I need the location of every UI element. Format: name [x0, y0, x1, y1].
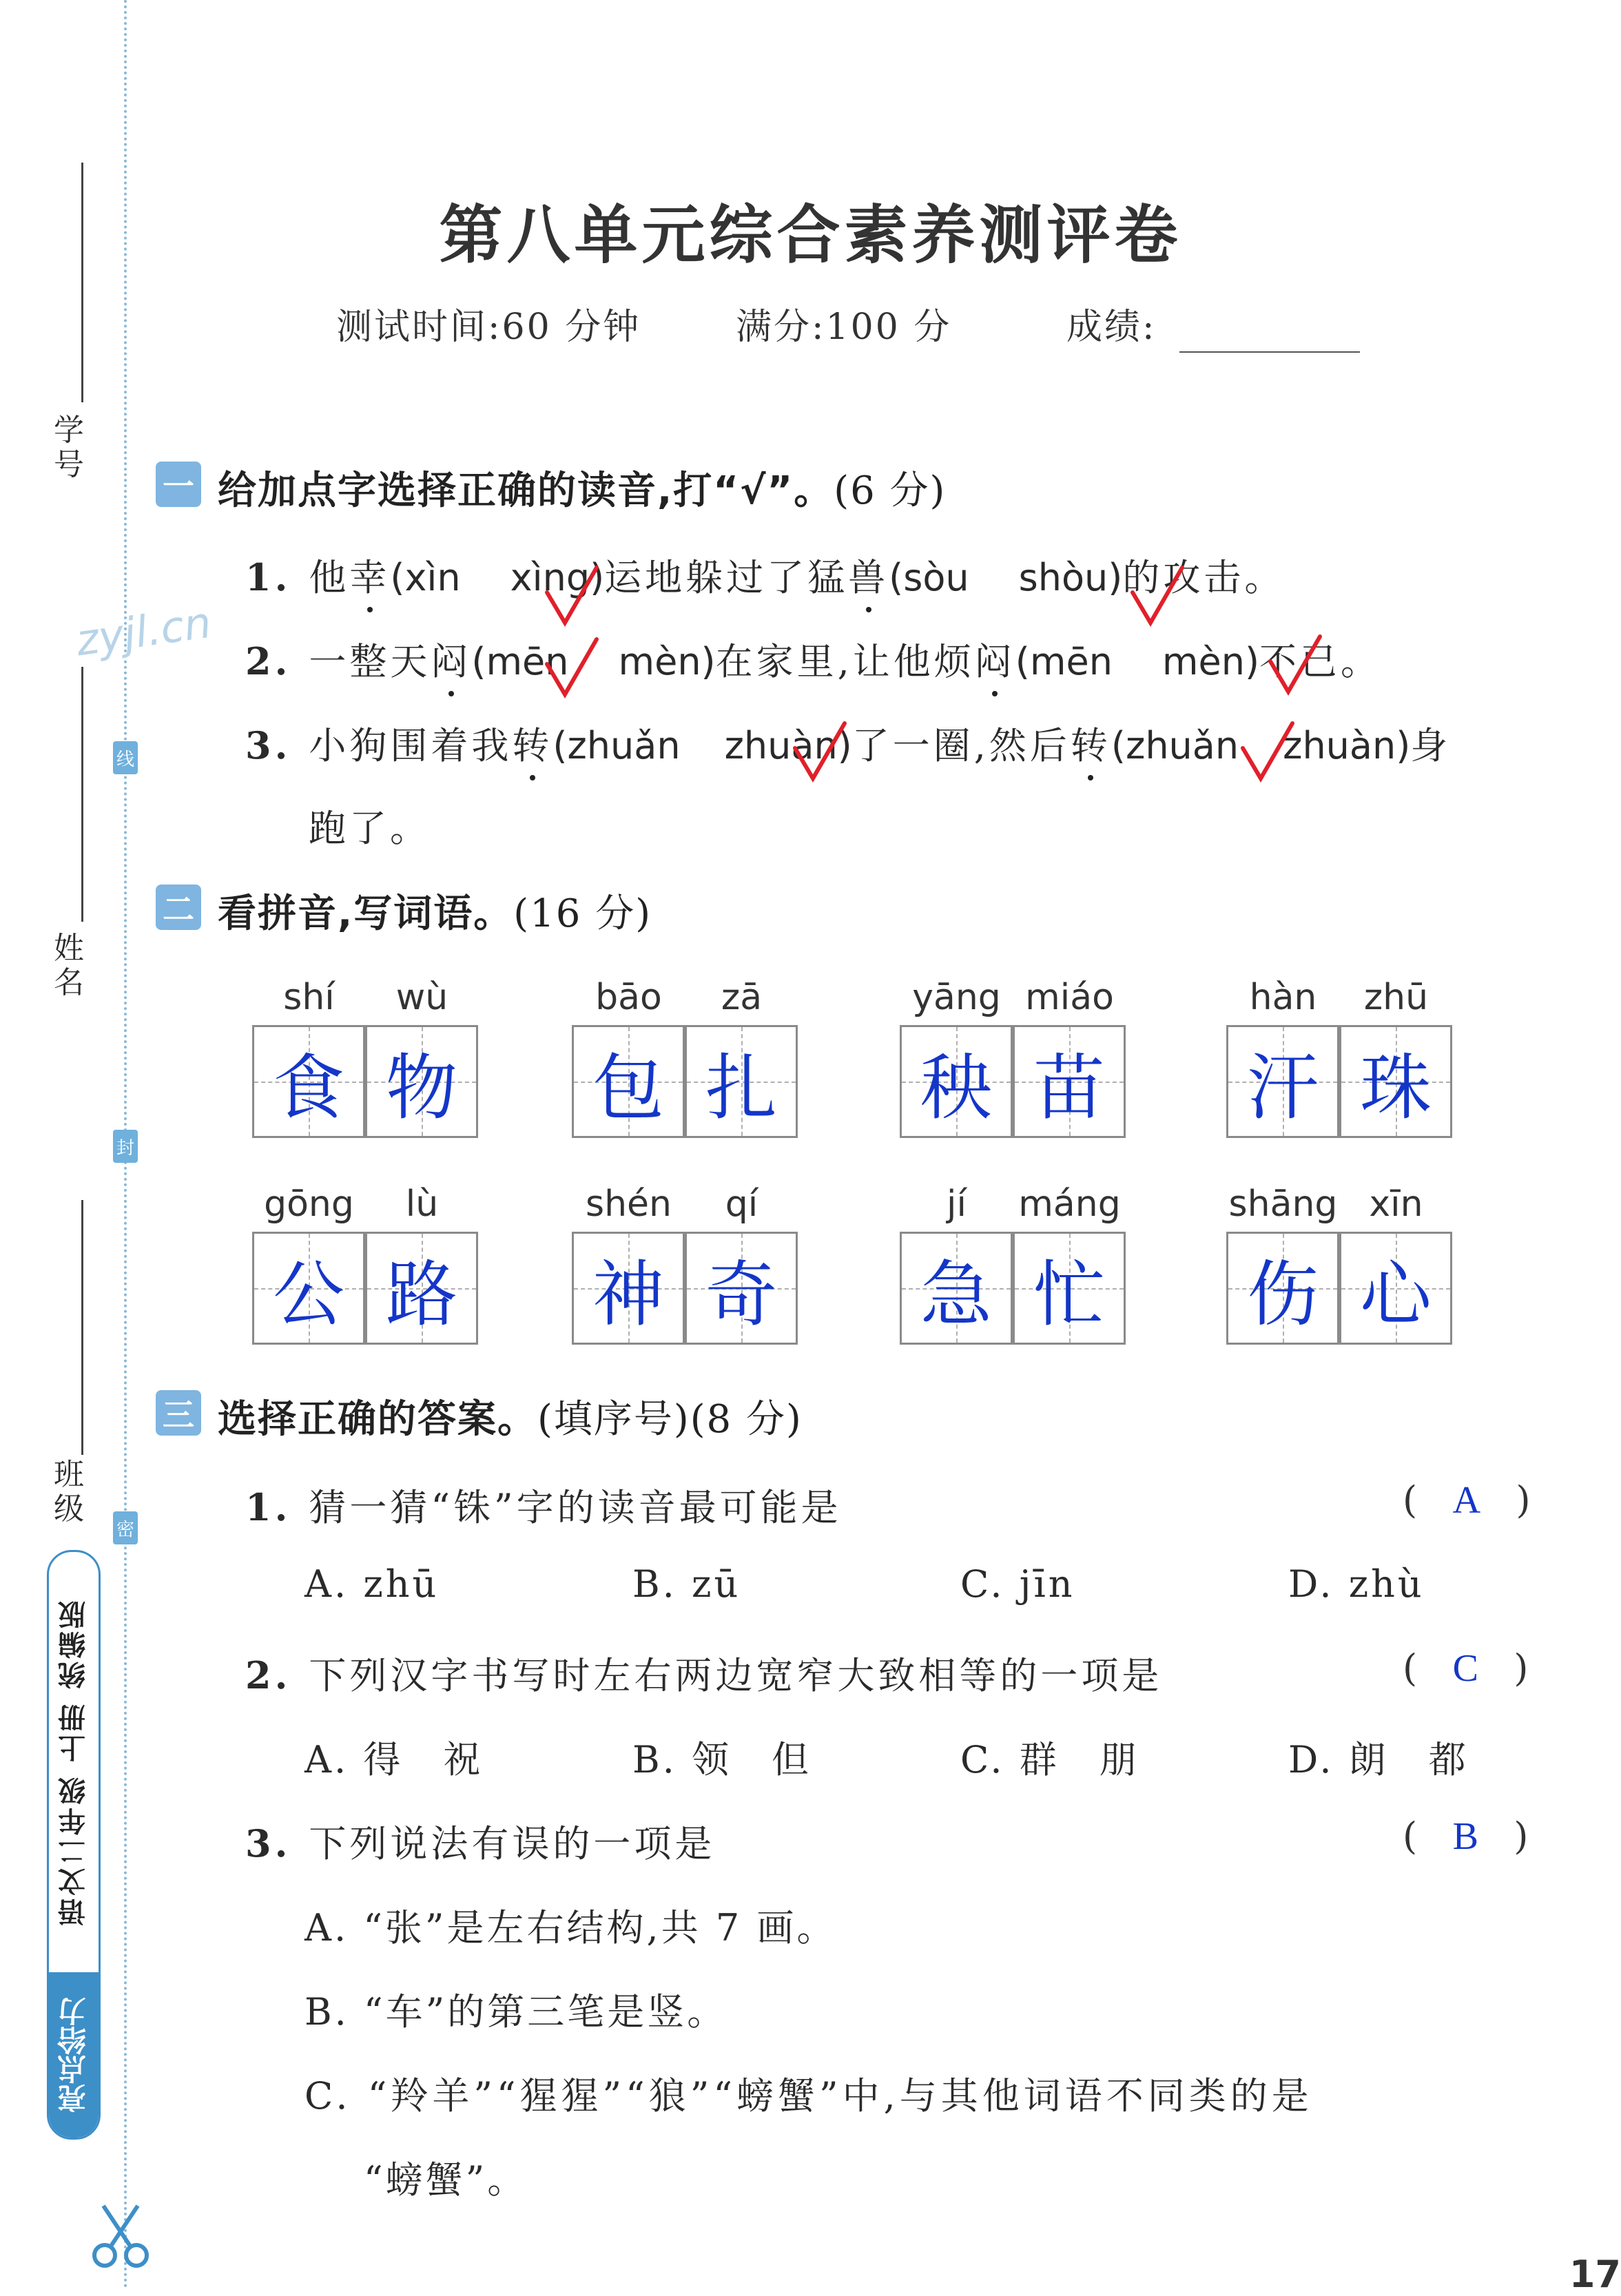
word-5-pinyin-2: lù [405, 1183, 439, 1225]
watermark: zyjl.cn [72, 597, 214, 666]
check-mark-icon [544, 637, 599, 699]
section-2-marker: 二 [156, 885, 201, 930]
s3-q1-answer-paren[interactable]: ( A ) [1403, 1478, 1531, 1522]
section-3-title: 选择正确的答案。(填序号)(8 分) [218, 1397, 803, 1442]
s3-q2-option-d[interactable]: D. 朗 都 [1288, 1738, 1469, 1781]
word-8-char-2-box[interactable] [1339, 1232, 1452, 1345]
student-id-label: 学号 [54, 413, 84, 482]
bind-tag-feng: 封 [113, 1130, 138, 1163]
word-8-char-1: 伤 [1246, 1252, 1319, 1336]
word-3-pinyin-1: yāng [912, 977, 1001, 1018]
s1-question-3-continued: 跑了。 [309, 807, 431, 850]
word-6-char-2: 奇 [705, 1252, 777, 1336]
bind-tag-mi: 密 [113, 1511, 138, 1544]
word-6-pinyin-1: shén [586, 1183, 672, 1225]
word-2-char-2: 扎 [705, 1046, 777, 1130]
word-2-pinyin-1: bāo [595, 977, 662, 1018]
section-3-marker: 三 [156, 1390, 201, 1436]
s3-q3-option-b[interactable]: B. “车”的第三笔是竖。 [304, 1990, 727, 2034]
word-7-char-2: 忙 [1033, 1252, 1105, 1336]
word-1-char-1: 食 [272, 1046, 344, 1130]
word-1-char-2: 物 [385, 1046, 457, 1130]
check-mark-icon [544, 565, 599, 627]
s3-q1-option-d[interactable]: D. zhù [1288, 1562, 1425, 1606]
word-8-char-1-box[interactable] [1226, 1232, 1339, 1345]
s3-q1-answer: A [1452, 1479, 1481, 1522]
s3-q2-answer: C [1452, 1647, 1478, 1690]
word-2-pinyin-2: zā [721, 977, 763, 1018]
s3-q3-option-a[interactable]: A. “张”是左右结构,共 7 画。 [304, 1906, 837, 1949]
s3-q2-answer-paren[interactable]: ( C ) [1403, 1646, 1529, 1690]
full-score: 满分:100 分 [736, 307, 952, 348]
word-5-char-1: 公 [272, 1252, 344, 1336]
word-5-char-2: 路 [385, 1252, 457, 1336]
page-number: 17 [1569, 2253, 1621, 2296]
s3-question-3: 3. 下列说法有误的一项是 [245, 1821, 716, 1865]
book-series-text: 语文二年级 上册 统编版 [58, 1598, 90, 1926]
section-2-title: 看拼音,写词语。(16 分) [218, 891, 652, 936]
word-8-pinyin-1: shāng [1228, 1183, 1338, 1225]
class-line [81, 1200, 83, 1455]
word-1-char-1-box[interactable] [252, 1025, 365, 1138]
word-7-char-1: 急 [920, 1252, 992, 1336]
s1-question-1: 1. 他幸(xìn xìng)运地躲过了猛兽(sòu shòu)的攻击。 [245, 548, 1285, 601]
s3-q3-answer-paren[interactable]: ( B ) [1403, 1814, 1529, 1858]
score-label: 成绩: [1066, 307, 1157, 348]
s3-question-2: 2. 下列汉字书写时左右两边宽窄大致相等的一项是 [245, 1653, 1163, 1697]
word-2-char-2-box[interactable] [685, 1025, 798, 1138]
word-4-pinyin-2: zhū [1363, 977, 1429, 1018]
s1-question-3: 3. 小狗围着我转(zhuǎn zhuàn)了一圈,然后转(zhuǎn zhuàn)身 [245, 716, 1451, 769]
s3-q2-option-b[interactable]: B. 领 但 [632, 1738, 812, 1781]
class-label: 班级 [54, 1457, 84, 1527]
word-1-char-2-box[interactable] [365, 1025, 478, 1138]
word-4-pinyin-1: hàn [1249, 977, 1317, 1018]
book-brand-text: 亮点给力 [49, 1972, 99, 2138]
score-blank[interactable] [1179, 351, 1360, 353]
word-7-char-2-box[interactable] [1013, 1232, 1126, 1345]
test-time: 测试时间:60 分钟 [336, 307, 641, 348]
word-2-char-1-box[interactable] [572, 1025, 685, 1138]
check-mark-icon [1268, 634, 1323, 696]
word-7-char-1-box[interactable] [900, 1232, 1013, 1345]
bind-tag-xian: 线 [113, 741, 138, 774]
word-6-char-2-box[interactable] [685, 1232, 798, 1345]
word-2-char-1: 包 [592, 1046, 664, 1130]
section-1-marker: 一 [156, 462, 201, 507]
s3-q1-option-a[interactable]: A. zhū [304, 1562, 440, 1606]
s3-question-1: 1. 猜一猜“铢”字的读音最可能是 [245, 1485, 842, 1529]
s1-question-2: 2. 一整天闷(mēn mèn)在家里,让他烦闷(mēn mèn)不已。 [245, 632, 1381, 685]
word-4-char-1-box[interactable] [1226, 1025, 1339, 1138]
page-title: 第八单元综合素养测评卷 [439, 198, 1182, 272]
word-3-char-1-box[interactable] [900, 1025, 1013, 1138]
word-6-char-1-box[interactable] [572, 1232, 685, 1345]
s3-q1-option-b[interactable]: B. zū [632, 1562, 741, 1606]
section-1-title: 给加点字选择正确的读音,打“√”。(6 分) [218, 468, 947, 513]
word-1-pinyin-2: wù [395, 977, 448, 1018]
word-4-char-2-box[interactable] [1339, 1025, 1452, 1138]
s3-q3-answer: B [1452, 1815, 1478, 1858]
s3-q3-option-c-continued: “螃蟹”。 [364, 2158, 528, 2202]
word-8-char-2: 心 [1359, 1252, 1432, 1336]
check-mark-icon [1130, 565, 1185, 627]
word-6-pinyin-2: qí [725, 1183, 758, 1225]
check-mark-icon [792, 721, 847, 783]
word-5-char-1-box[interactable] [252, 1232, 365, 1345]
word-3-char-2-box[interactable] [1013, 1025, 1126, 1138]
word-8-pinyin-2: xīn [1369, 1183, 1423, 1225]
name-label: 姓名 [54, 931, 84, 1000]
check-mark-icon [1240, 721, 1295, 783]
word-7-pinyin-2: máng [1018, 1183, 1121, 1225]
word-1-pinyin-1: shí [283, 977, 335, 1018]
word-5-char-2-box[interactable] [365, 1232, 478, 1345]
name-line [81, 667, 83, 922]
word-3-char-1: 秧 [920, 1046, 992, 1130]
word-5-pinyin-1: gōng [264, 1183, 354, 1225]
word-4-char-2: 珠 [1359, 1046, 1432, 1130]
book-series-tag [47, 1550, 101, 2140]
word-3-char-2: 苗 [1033, 1046, 1105, 1130]
s3-q2-option-a[interactable]: A. 得 祝 [304, 1738, 484, 1781]
word-7-pinyin-1: jí [947, 1183, 967, 1225]
s3-q1-option-c[interactable]: C. jīn [960, 1562, 1075, 1606]
word-3-pinyin-2: miáo [1025, 977, 1114, 1018]
s3-q3-option-c[interactable]: C. “羚羊”“猩猩”“狼”“螃蟹”中,与其他词语不同类的是 [304, 2074, 1313, 2118]
s3-q2-option-c[interactable]: C. 群 朋 [960, 1738, 1139, 1781]
word-4-char-1: 汗 [1246, 1046, 1319, 1130]
word-6-char-1: 神 [592, 1252, 664, 1336]
scissors-icon [90, 2202, 152, 2271]
